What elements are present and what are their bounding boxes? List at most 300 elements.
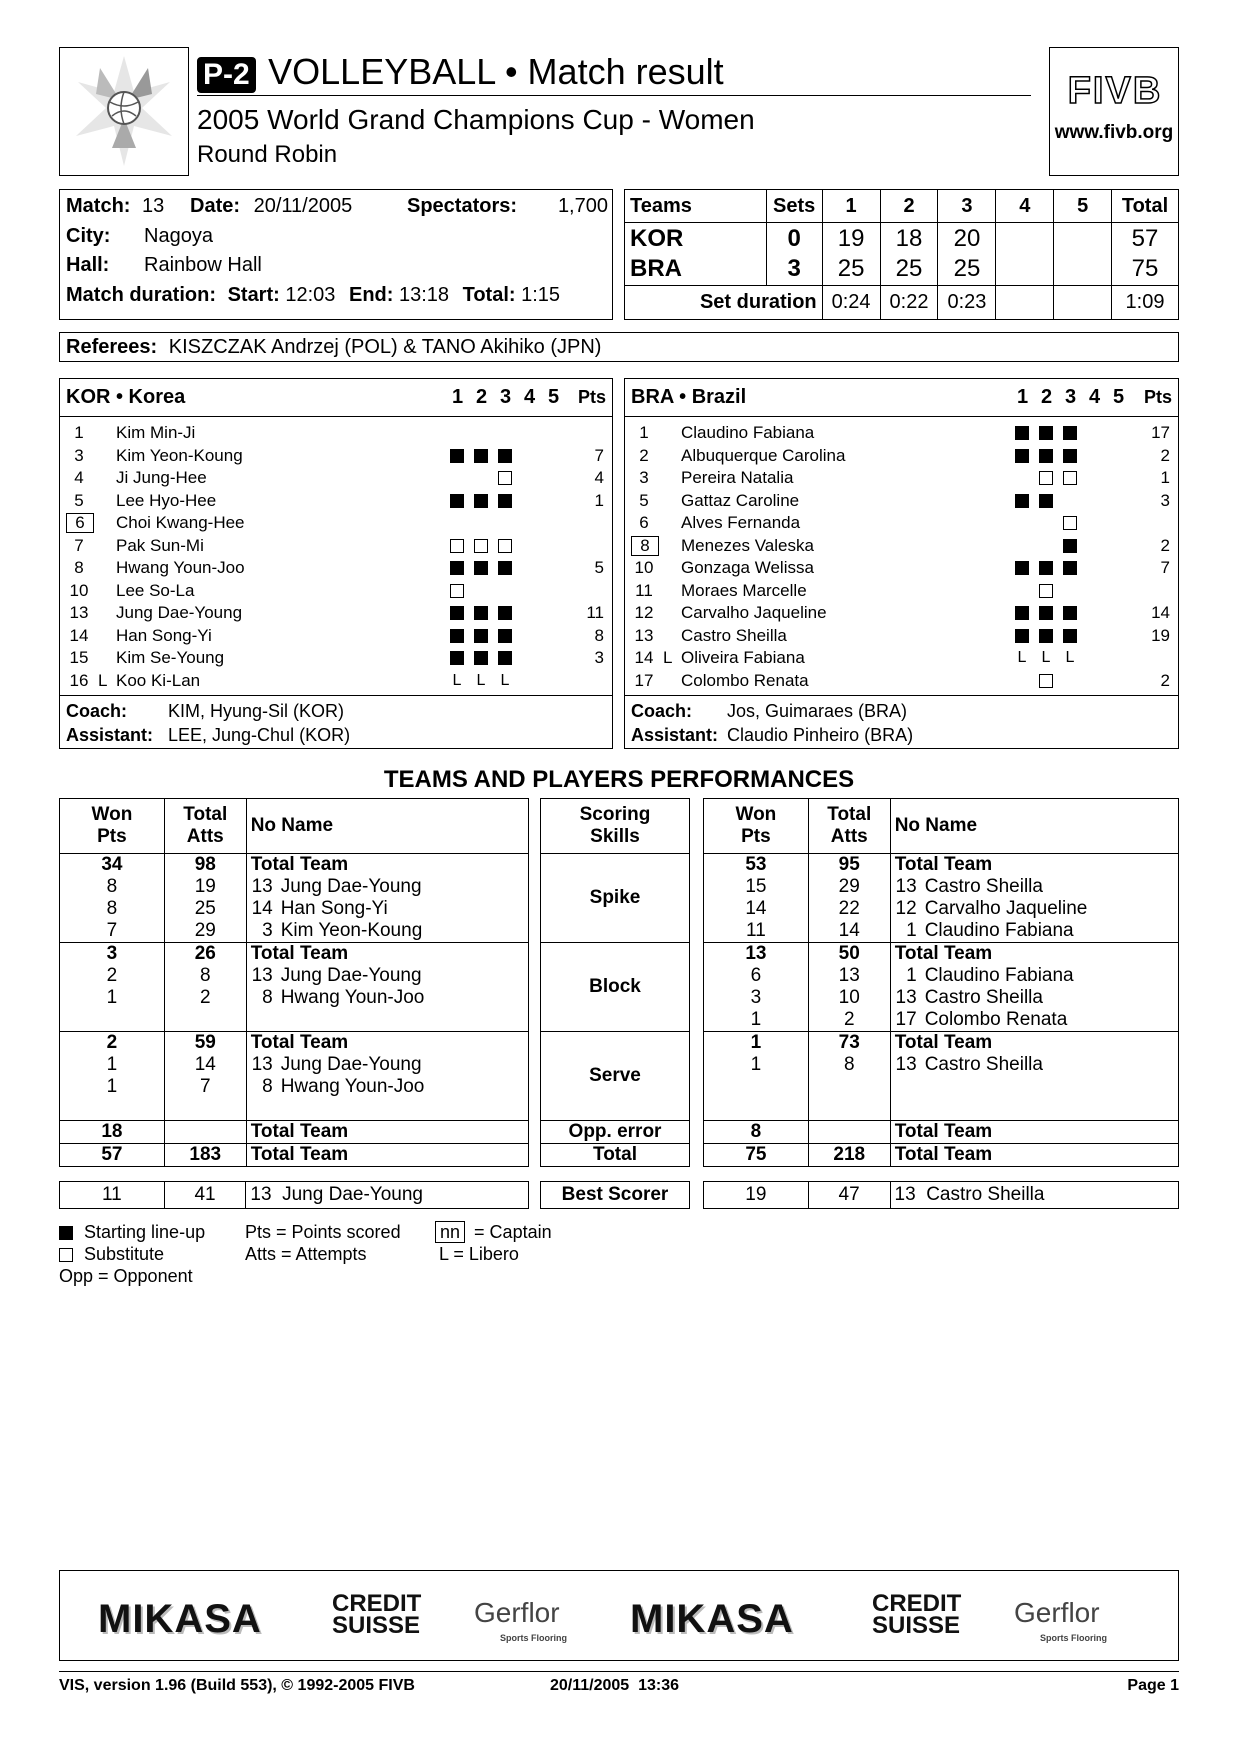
player-no-name [246,1076,528,1098]
player-row [625,602,1178,624]
starting-lineup-icon [1015,606,1029,620]
summary-row [60,1121,529,1144]
score-table [624,189,1179,320]
total-attempts: 183 [164,1144,246,1167]
player-name: Total Team [894,943,993,964]
libero-set-marker: L [452,671,462,689]
total-attempts: 73 [808,1032,890,1055]
total-attempts: 2 [164,987,246,1009]
won-points: 7 [60,920,165,943]
player-name: Han Song-Yi [280,898,388,919]
best-scorer-label: Best Scorer [561,1184,669,1205]
summary-label: Total Team [246,1121,528,1144]
player-no-name [890,1076,1178,1098]
won-points: 1 [60,987,165,1009]
sets-won: 3 [766,254,822,285]
team-code: KOR [625,223,767,254]
performance-row [60,987,529,1009]
player-no-name [246,1009,528,1032]
total-attempts: 25 [164,898,246,920]
player-name: Koo Ki-Lan [116,670,201,690]
won-header: Won [735,804,777,825]
skill-row [541,854,690,943]
player-row [60,647,612,669]
player-number: 5 [639,490,649,510]
player-points: 2 [1160,445,1170,465]
player-name: Albuquerque Carolina [681,445,846,465]
referees-names: KISZCZAK Andrzej (POL) & TANO Akihiko (JPN) [168,336,602,358]
player-no-name [890,1054,1178,1076]
player-number: 13 [251,1054,273,1075]
performance-row [60,965,529,987]
coach-name: Jos, Guimaraes (BRA) [727,701,908,721]
won-points: 3 [704,987,809,1009]
set-duration-row [625,285,1179,319]
player-row [60,602,612,624]
roster-set-header: 3 [500,386,512,408]
starting-lineup-icon [474,449,488,463]
total-attempts: 14 [808,920,890,943]
best-scorer-attempts: 47 [808,1182,890,1209]
player-name: Alves Fernanda [681,513,801,532]
player-name: Oliveira Fabiana [681,648,805,667]
footer-rule [59,1671,1179,1672]
player-number: 8 [262,1076,273,1097]
player-no-name [890,898,1178,920]
no-name-header: No Name [890,799,1178,854]
player-name: Gattaz Caroline [681,490,800,510]
starting-lineup-icon [474,651,488,665]
summary-label: Total Team [890,1144,1178,1167]
substitute-icon [1039,471,1053,485]
substitute-icon [1063,516,1077,530]
won-points: 18 [60,1121,165,1144]
roster-set-header: 2 [1041,386,1053,408]
gerflor-tagline: Sports Flooring [1040,1633,1107,1643]
starting-lineup-icon [1063,449,1077,463]
score-header-set3: 3 [938,190,996,223]
substitute-icon [1039,584,1053,598]
performance-row [60,1032,529,1055]
substitute-icon [498,539,512,553]
player-name: Choi Kwang-Hee [116,513,245,532]
player-name: Moraes Marcelle [681,580,807,600]
gerflor-tagline: Sports Flooring [500,1633,567,1643]
pts-header: Pts [741,826,771,847]
starting-lineup-icon [474,561,488,575]
total-attempts: 8 [808,1054,890,1076]
mikasa-logo: MIKASA [630,1597,794,1641]
roster-header [625,379,1178,417]
player-no-name [890,965,1178,987]
coach-name: KIM, Hyung-Sil (KOR) [168,701,345,721]
player-no-name [246,987,528,1009]
starting-lineup-icon [474,629,488,643]
player-number: 8 [631,536,659,556]
credit-suisse-line2: SUISSE [332,1612,421,1639]
roster-set-header: 5 [1113,386,1125,408]
performance-row [60,1009,529,1032]
performance-row [704,987,1179,1009]
player-number: 3 [639,468,649,487]
set-duration: 0:22 [880,285,938,319]
set-score: 19 [822,223,880,254]
total-attempts: 29 [808,876,890,898]
set-duration: 0:24 [822,285,880,319]
fivb-url: www.fivb.org [1054,122,1174,143]
score-header-set4: 4 [996,190,1054,223]
player-number: 15 [69,648,89,667]
player-row [60,422,612,444]
skill-label: Total [541,1144,690,1167]
total-attempts: 98 [164,854,246,877]
skill-label: Spike [541,854,690,943]
player-name: Gonzaga Welissa [681,558,814,577]
sets-won: 0 [766,223,822,254]
total-attempts [808,1121,890,1144]
volleyball-emblem-icon [60,48,188,175]
player-no-name [890,987,1178,1009]
starting-lineup-icon [1015,426,1029,440]
set-duration-total: 1:09 [1112,285,1179,319]
set-duration [1054,285,1112,319]
won-points: 6 [704,965,809,987]
starting-lineup-icon [450,494,464,508]
legend-substitute: Substitute [84,1244,165,1264]
player-no-name [246,854,528,877]
player-points: 3 [1160,490,1170,510]
player-name: Total Team [250,1032,349,1053]
player-number: 10 [634,558,654,577]
performance-row [60,1098,529,1121]
performance-skills-column [540,798,690,1167]
credit-suisse-line1: CREDIT [872,1590,962,1617]
player-name: Han Song-Yi [116,625,212,645]
player-name: Total Team [894,854,993,875]
libero-set-marker: L [500,671,510,689]
footer-version: VIS, version 1.96 (Build 553), © 1992-2005 FIVB [59,1677,415,1694]
total-points: 75 [1112,254,1179,285]
player-name: Jung Dae-Young [280,965,422,986]
player-name: Hwang Youn-Joo [280,1076,425,1097]
won-header: Won [91,804,133,825]
best-scorer-bra [703,1181,1179,1209]
won-points: 57 [60,1144,165,1167]
summary-row [704,1121,1179,1144]
player-number: 8 [262,987,273,1008]
won-points: 8 [60,876,165,898]
starting-lineup-icon [450,449,464,463]
footer-timestamp: 20/11/2005 13:36 [550,1677,680,1694]
skill-row [541,1121,690,1144]
player-number: 13 [251,965,273,986]
starting-lineup-icon [1039,561,1053,575]
legend-libero: L = Libero [439,1244,519,1264]
player-name: Carvalho Jaqueline [924,898,1088,919]
score-header-sets: Sets [766,190,822,223]
roster-title: BRA • Brazil [631,386,747,408]
starting-lineup-icon [498,449,512,463]
best-scorer-attempts: 41 [164,1182,246,1209]
player-name: Pereira Natalia [681,468,794,487]
player-points: 4 [594,468,604,487]
performance-row [704,876,1179,898]
performance-row [704,920,1179,943]
roster-kor [59,378,613,749]
starting-lineup-icon [1039,449,1053,463]
player-name: Kim Se-Young [116,648,225,667]
player-row [60,557,612,579]
player-number: 3 [262,920,273,941]
score-header-set1: 1 [822,190,880,223]
set-score: 20 [938,223,996,254]
roster-pts-header: Pts [577,387,606,407]
player-no-name [890,943,1178,966]
match-info-box [59,189,613,320]
total-attempts: 22 [808,898,890,920]
performance-row [60,1076,529,1098]
total-attempts: 29 [164,920,246,943]
performance-row [704,1098,1179,1121]
player-name: Total Team [250,943,349,964]
player-number: 13 [634,625,654,645]
gerflor-logo: Gerflor [474,1597,560,1628]
coach-label: Coach: [631,701,693,721]
player-number: 17 [895,1009,917,1030]
starting-lineup-icon [1063,539,1077,553]
header-rule [197,95,1031,96]
won-points: 15 [704,876,809,898]
total-attempts: 10 [808,987,890,1009]
coach-label: Coach: [66,701,128,721]
libero-set-marker: L [1065,649,1075,666]
credit-suisse-line1: CREDIT [332,1590,422,1617]
total-label: Total: [462,284,516,306]
player-no-name [246,920,528,943]
score-header-set5: 5 [1054,190,1112,223]
player-row [625,557,1178,579]
player-number: 1 [906,920,917,941]
total-time: 1:15 [521,284,561,306]
set-score: 25 [880,254,938,285]
score-row-kor [625,223,1179,254]
summary-row [60,1144,529,1167]
total-points: 57 [1112,223,1179,254]
legend-captain: = Captain [474,1222,552,1242]
set-duration-label: Set duration [625,285,823,319]
skill-row [541,1032,690,1121]
won-points: 2 [60,1032,165,1055]
player-number: 2 [639,445,649,465]
performance-row [704,1076,1179,1098]
skills-header [541,799,690,854]
player-name: Total Team [250,854,349,875]
roster-set-header: 3 [1065,386,1077,408]
player-no-name [246,1054,528,1076]
starting-lineup-icon [474,606,488,620]
starting-lineup-icon [1039,629,1053,643]
start-label: Start: [227,284,280,306]
best-scorer-points: 19 [704,1182,809,1209]
player-no-name [890,920,1178,943]
substitute-icon [59,1248,73,1262]
legend-starting: Starting line-up [84,1222,206,1242]
starting-lineup-icon [1015,494,1029,508]
performance-row [704,854,1179,877]
set-score [1054,254,1112,285]
libero-set-marker: L [1017,649,1027,666]
won-points: 34 [60,854,165,877]
player-row [60,670,612,692]
total-attempts [808,1098,890,1121]
roster-header [60,379,612,417]
roster-title: KOR • Korea [66,386,186,408]
summary-label: Total Team [890,1121,1178,1144]
performance-row [60,854,529,877]
legend-atts: Atts = Attempts [245,1244,367,1264]
start-time: 12:03 [285,284,336,306]
report-code-badge: P-2 [197,57,256,93]
player-row [60,467,612,489]
player-number: 13 [895,987,917,1008]
starting-lineup-icon [1015,629,1029,643]
player-number: 8 [74,558,84,577]
total-attempts: 19 [164,876,246,898]
total-attempts [164,1121,246,1144]
player-row [60,625,612,647]
performance-row [704,1009,1179,1032]
player-no-name [246,876,528,898]
starting-lineup-icon [1063,629,1077,643]
fivb-logo: FIVB [1067,70,1163,112]
player-no-name [246,943,528,966]
won-points: 13 [704,943,809,966]
won-points [704,1098,809,1121]
roster-set-header: 4 [524,386,536,408]
player-number: 7 [74,535,84,555]
player-name: Kim Yeon-Koung [116,445,243,465]
skills-header-label: Skills [590,826,640,847]
player-number: 14 [634,648,654,667]
starting-lineup-icon [1039,426,1053,440]
performance-row [704,898,1179,920]
player-no-name [246,898,528,920]
skill-label: Serve [541,1032,690,1121]
coach-area [60,695,612,751]
player-number: 6 [639,513,649,532]
substitute-icon [450,539,464,553]
performance-title: TEAMS AND PLAYERS PERFORMANCES [383,766,855,793]
player-points: 7 [1160,558,1170,577]
won-points: 75 [704,1144,809,1167]
player-no-name [890,1032,1178,1055]
performance-row [704,943,1179,966]
score-row-bra [625,254,1179,285]
set-score [996,254,1054,285]
player-name: Castro Sheilla [681,625,787,645]
won-points: 1 [704,1054,809,1076]
total-attempts: 218 [808,1144,890,1167]
starting-lineup-icon [450,629,464,643]
referees-box [59,332,1179,362]
player-points: 19 [1151,625,1170,645]
player-number: 16 [69,670,89,690]
legend-captain-box: nn [435,1221,465,1243]
end-label: End: [348,284,394,306]
set-duration: 0:23 [938,285,996,319]
performance-table-bra [703,798,1179,1167]
player-name: Castro Sheilla [924,1054,1043,1075]
player-row [60,512,612,534]
player-name: Castro Sheilla [924,987,1043,1008]
credit-suisse-line2: SUISSE [872,1612,961,1639]
player-row [625,490,1178,512]
set-score: 25 [938,254,996,285]
starting-lineup-icon [1015,561,1029,575]
player-name: Hwang Youn-Joo [116,558,245,577]
won-points [60,1009,165,1032]
player-name: Lee Hyo-Hee [116,490,217,510]
player-number: 11 [635,580,653,600]
total-attempts: 50 [808,943,890,966]
starting-lineup-icon [474,494,488,508]
total-attempts: 2 [808,1009,890,1032]
player-row [625,512,1178,534]
total-attempts [164,1098,246,1121]
player-name: Claudino Fabiana [681,423,815,442]
starting-lineup-icon [498,561,512,575]
score-header-total: Total [1112,190,1179,223]
sponsor-banner [59,1570,1179,1661]
substitute-icon [474,539,488,553]
won-points: 11 [704,920,809,943]
player-row [625,535,1178,557]
starting-lineup-icon [1063,606,1077,620]
set-score [1054,223,1112,254]
player-row [60,490,612,512]
credit-suisse-logo [872,1590,962,1639]
starting-lineup-icon [1039,494,1053,508]
assistant-name: LEE, Jung-Chul (KOR) [168,725,351,745]
gerflor-logo: Gerflor [1014,1597,1100,1628]
player-points: 2 [1160,670,1170,690]
player-points: 3 [594,648,604,667]
won-points: 14 [704,898,809,920]
player-number: 12 [634,603,654,622]
set-score: 18 [880,223,938,254]
set-duration [996,285,1054,319]
total-header: Total [183,804,228,825]
total-attempts [164,1009,246,1032]
footer-page: Page 1 [1127,1677,1179,1694]
player-name: Castro Sheilla [924,876,1043,897]
substitute-icon [450,584,464,598]
won-points: 8 [704,1121,809,1144]
player-row [625,625,1178,647]
player-name: Colombo Renata [681,670,809,690]
player-name: Kim Min-Ji [116,423,196,442]
player-name: Ji Jung-Hee [116,468,207,487]
competition-phase: Round Robin [197,141,338,168]
substitute-icon [498,471,512,485]
player-no-name [246,1098,528,1121]
won-points: 8 [60,898,165,920]
won-points: 1 [704,1032,809,1055]
libero-marker: L [98,670,108,690]
city-value: Nagoya [144,225,213,247]
player-number: 14 [251,898,273,919]
total-attempts: 26 [164,943,246,966]
